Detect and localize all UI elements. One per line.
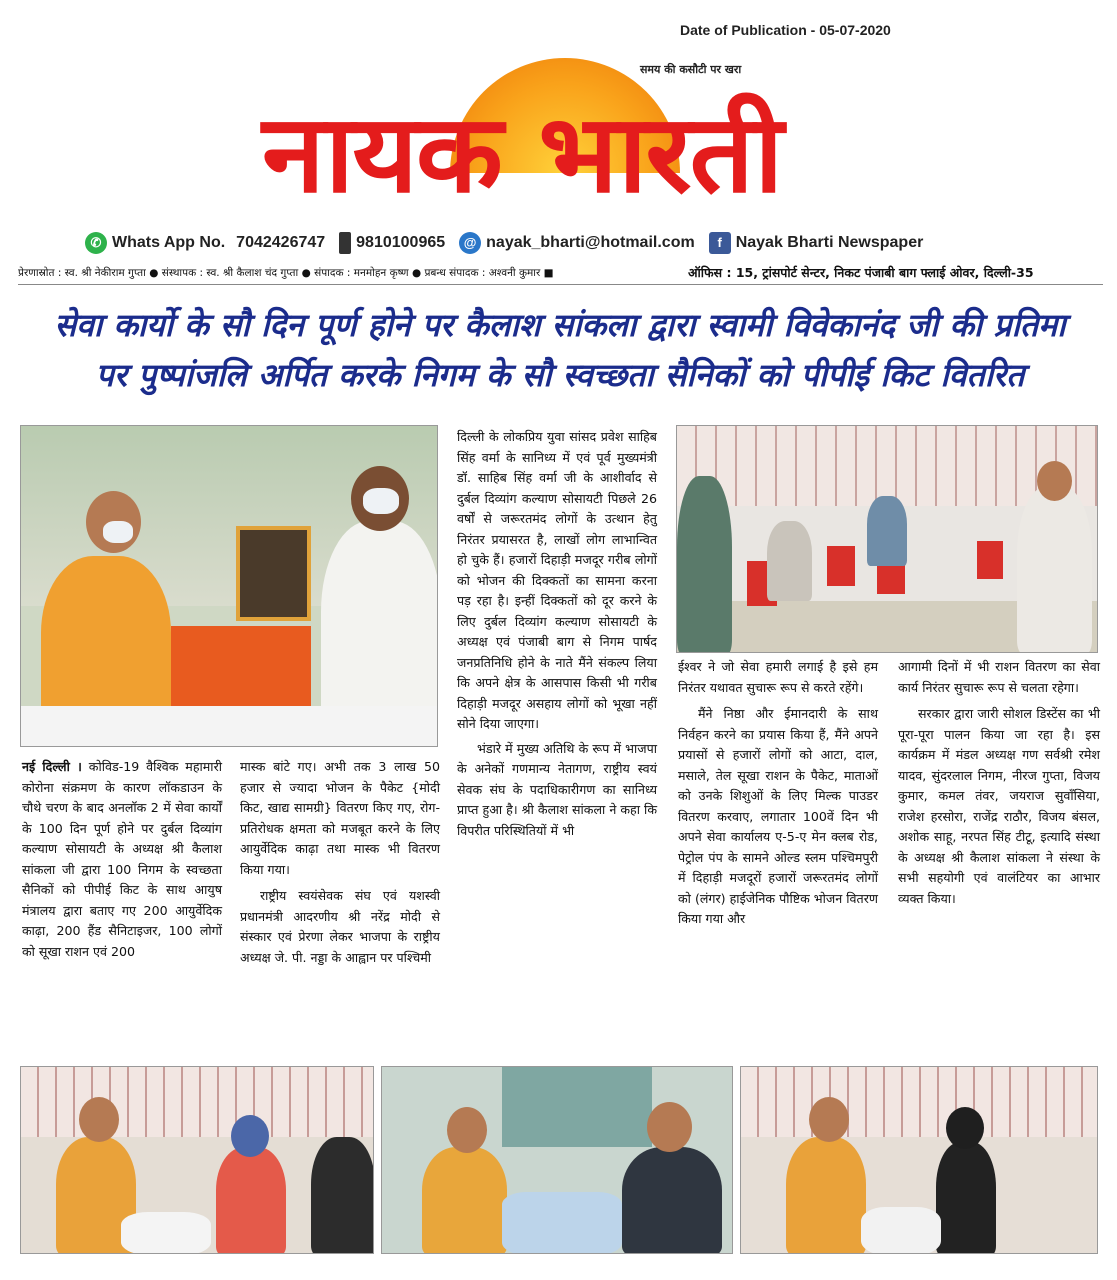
article-column-1 [22,757,222,962]
phone-number: 9810100965 [356,234,446,251]
whatsapp-icon: ✆ [85,232,107,254]
phone-contact [339,232,445,254]
email-address: nayak_bharti@hotmail.com [486,234,695,251]
article-col4-para-2: मैंने निष्ठा और ईमानदारी के साथ निर्वहन करने का प्रयास किया हैं, मैंने अपने प्रयासों से हजारों लोगों को आटा, दाल, मसाले, तेल सूखा राशन के पैकेट, माताओं को उनके शिशुओं के लिए मिल्क पाउडर वितरण करवाए, लगातार 100वें दिन भी अपने सेवा कार्यालय ए-5-ए मेन क्लब रोड, पेट्रोल पंप के सामने ओल्ड स्लम पश्चिमपुरी में दिहाड़ी मजदूरों हजारों जरूरतमंद लोगों को (लंगर) हाईजेनिक पौष्टिक भोजन वितरण किया गया और [678,706,878,926]
phone-icon [339,232,351,254]
email-contact [459,232,695,254]
masthead-tagline: समय की कसौटी पर खरा [640,63,742,76]
article-headline [20,300,1100,400]
contact-bar [85,230,923,256]
whatsapp-contact [85,232,325,254]
article-col1-text: कोविड-19 वैश्विक महामारी कोरोना संक्रमण के कारण लॉकडाउन के चौथे चरण के बाद अनलॉक 2 में सेवा कार्यों के 100 दिन पूर्ण होने पर दुर्बल दिव्यांग कल्याण सोसायटी के अध्यक्ष श्री कैलाश सांकला जी द्वारा 100 निगम के स्वच्छता सैनिकों को पीपीई किट के साथ आयुष मंत्रालय द्वारा बताए गए 200 आयुर्वेदिक काढ़ा, 200 हैंड सैनिटाइजर, 100 लोगों को सूखा राशन एवं 200 [22,759,222,959]
photo-tribute [20,425,438,747]
article-column-2 [240,757,440,968]
article-col3-para-2: भंडारे में मुख्य अतिथि के रूप में भाजपा के अनेकों गणमान्य नेतागण, राष्ट्रीय स्वयं सेवक संघ के पदाधिकारीगण का सानिध्य प्राप्त हुआ है। श्री कैलाश सांकला ने कहा कि विपरीत परिस्थितियों में भी [457,740,657,838]
article-col3-para-1: दिल्ली के लोकप्रिय युवा सांसद प्रवेश साहिब सिंह वर्मा के सानिध्य में एवं पूर्व मुख्यमंत्री डॉ. साहिब सिंह वर्मा जी के आशीर्वाद से दुर्बल दिव्यांग कल्याण सोसायटी पिछले 26 वर्षों से जरूरतमंद लोगों के उत्थान हेतु निरंतर प्रयासरत है, लाखों लोग लाभान्वित हो चुके हैं। हजारों दिहाड़ी मजदूर गरीब लोगों को भोजन की दिक्कतों का सामना करना पड़ रहा है। इन्हीं दिक्कतों को दूर करने के लिए दुर्बल दिव्यांग कल्याण सोसायटी के अध्यक्ष एवं पंजाबी बाग से निगम पार्षद जनप्रतिनिधि होने के नाते मैंने संकल्प लिया कि अपने क्षेत्र के आसपास किसी भी गरीब दिहाड़ी मजदूर असहाय लोगों को भूखा नहीं सोने दिया जाएगा। [457,429,657,731]
facebook-contact [709,232,924,254]
whatsapp-label: Whats App No. [112,234,226,251]
email-icon: @ [459,232,481,254]
newspaper-logo: नायक भारती [262,92,782,217]
article-column-3 [457,427,657,841]
office-address: ऑफिस : 15, ट्रांसपोर्ट सेन्टर, निकट पंजाबी बाग फ्लाई ओवर, दिल्ली-35 [688,265,1034,280]
facebook-icon: f [709,232,731,254]
article-column-4 [678,657,878,930]
article-col5-para-1: आगामी दिनों में भी राशन वितरण का सेवा कार्य निरंतर सुचारू रूप से चलता रहेगा। [898,659,1100,695]
credits-names: प्रेरणास्रोत : स्व. श्री नेकीराम गुप्ता ● संस्थापक : स्व. श्री कैलाश चंद गुप्ता ● संपादक : मनमोहन कृष्ण ● प्रबन्ध संपादक : अश्वनी कुमार ■ [18,267,554,279]
masthead [0,40,1117,230]
credits-line [18,263,1103,285]
article-col2-para-2: राष्ट्रीय स्वयंसेवक संघ एवं यशस्वी प्रधानमंत्री आदरणीय श्री नरेंद्र मोदी से संस्कार एवं प्रेरणा लेकर भाजपा के राष्ट्रीय अध्यक्ष जे. पी. नड्डा के आह्वान पर पश्चिमी [240,888,440,965]
article-dateline: नई दिल्ली । [22,759,82,774]
article-col4-para-1: ईश्वर ने जो सेवा हमारी लगाई है इसे हम निरंतर यथावत सुचारू रूप से करते रहेंगे। [678,659,878,695]
photo-distribution-3 [740,1066,1098,1254]
headline-line-2: पर पुष्पांजलि अर्पित करके निगम के सौ स्वच्छता सैनिकों को पीपीई किट वितरित [95,356,1025,394]
article-column-5 [898,657,1100,909]
photo-meeting [676,425,1098,653]
facebook-page: Nayak Bharti Newspaper [735,234,924,251]
article-col5-para-2: सरकार द्वारा जारी सोशल डिस्टेंस का भी पूरा-पूरा पालन किया जा रहा है। इस कार्यक्रम में मंडल अध्यक्ष गण सर्वश्री रमेश यादव, सुंदरलाल निगम, नीरज गुप्ता, विजय कुमार, कमल तंवर, जयराज सुवाँसिया, राजेश हरसोरा, राजेंद्र राठौर, विजय बंसल, अशोक साहू, नरपत सिंह टीटू, इत्यादि संस्था के अध्यक्ष श्री कैलाश सांकला ने संस्था के सभी सहयोगी एवं वालंटियर का आभार व्यक्त किया। [898,706,1100,906]
article-col2-para-1: मास्क बांटे गए। अभी तक 3 लाख 50 हजार से ज्यादा भोजन के पैकेट {मोदी किट, खाद्य सामग्री} वितरण किए गए, रोग- प्रतिरोधक क्षमता को मजबूत करने के लिए आयुर्वेदिक काढ़ा तथा मास्क भी वितरण किया गया। [240,759,440,877]
whatsapp-number: 7042426747 [236,234,326,251]
photo-distribution-1 [20,1066,374,1254]
photo-distribution-2 [381,1066,733,1254]
headline-line-1: सेवा कार्यो के सौ दिन पूर्ण होने पर कैलाश सांकला द्वारा स्वामी विवेकानंद जी की प्रतिमा [54,306,1066,344]
publication-date: Date of Publication - 05-07-2020 [680,22,891,38]
